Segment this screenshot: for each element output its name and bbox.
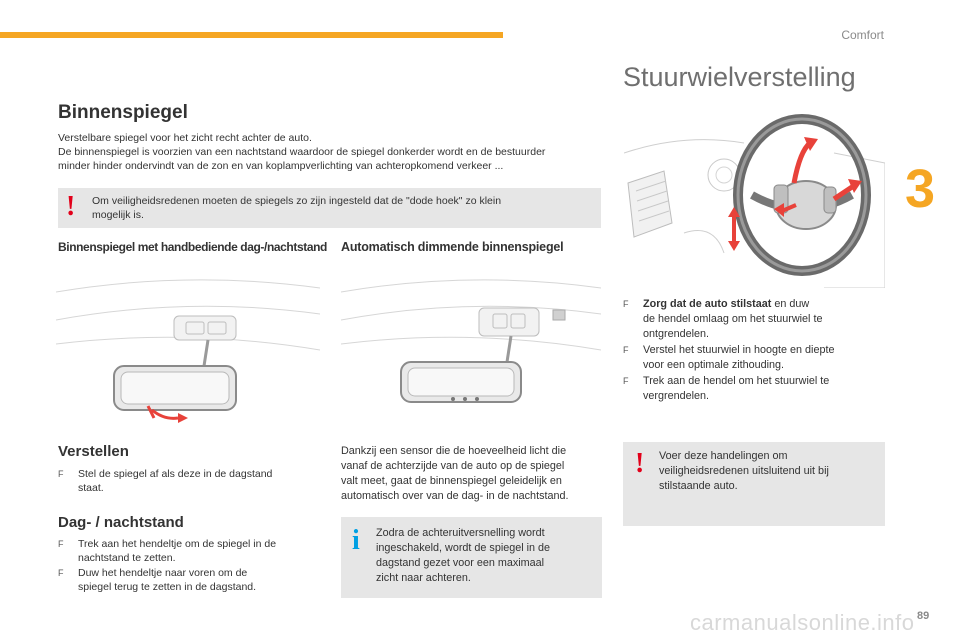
section-label: Comfort — [841, 28, 884, 42]
auto-mirror-title: Automatisch dimmende binnenspiegel — [341, 240, 564, 254]
bullet-icon: F — [623, 345, 629, 355]
sensor-line: Dankzij een sensor die de hoeveelheid licht die — [341, 445, 567, 457]
chapter-number: 3 — [905, 159, 936, 219]
info-icon: i — [352, 525, 360, 556]
bullet-icon: F — [58, 469, 64, 479]
list-item: F Zorg dat de auto stilstaat en duw de hendel omlaag om het stuurwiel te ontgrendelen. — [623, 298, 823, 340]
warning-line: mogelijk is. — [92, 209, 144, 221]
steering-steps — [623, 297, 893, 405]
adjust-title: Verstellen — [58, 443, 129, 460]
page-number: 89 — [917, 610, 930, 622]
info-line: zicht naar achteren. — [376, 572, 471, 584]
watermark: carmanualsonline.info — [690, 610, 915, 635]
steering-section-title: Stuurwielverstelling — [623, 62, 856, 92]
steering-warning-box — [623, 442, 885, 526]
intro-line: De binnenspiegel is voorzien van een nachtstand waardoor de spiegel donkerder wordt en de bestuurder — [58, 146, 546, 158]
info-line: Zodra de achteruitversnelling wordt — [376, 527, 545, 539]
intro-line: minder hinder ondervindt van de zon en van koplampverlichting van achteropkomend verkeer ... — [58, 160, 504, 172]
warning-icon: ! — [635, 448, 645, 479]
intro-line: Verstelbare spiegel voor het zicht recht achter de auto. — [58, 132, 312, 144]
bullet-icon: F — [58, 539, 64, 549]
warning-line: Voer deze handelingen om — [659, 450, 788, 462]
warning-line: Om veiligheidsredenen moeten de spiegels zo zijn ingesteld dat de "dode hoek" zo klein — [92, 195, 502, 207]
adjust-list — [58, 467, 328, 496]
list-item: F Trek aan de hendel om het stuurwiel te vergrendelen. — [623, 375, 830, 402]
list-item: F Stel de spiegel af als deze in de dagstand staat. — [58, 468, 273, 494]
sensor-line: vanaf de achterzijde van de auto op de spiegel — [341, 460, 565, 472]
info-line: dagstand gezet voor een maximaal — [376, 557, 545, 569]
info-line: ingeschakeld, wordt de spiegel in de — [376, 542, 551, 554]
list-item: F Duw het hendeltje naar voren om de spiegel terug te zetten in de dagstand. — [58, 567, 257, 593]
orange-header-bar — [0, 32, 503, 38]
sensor-line: automatisch over van de dag- in de nachtstand. — [341, 490, 569, 502]
bullet-icon: F — [58, 568, 64, 578]
daynight-title: Dag- / nachtstand — [58, 514, 184, 531]
warning-line: veiligheidsredenen uitsluitend uit bij — [659, 465, 829, 477]
steering-wheel-illustration — [624, 113, 885, 288]
warning-line: stilstaande auto. — [659, 480, 738, 492]
daynight-list — [58, 537, 338, 595]
warning-icon: ! — [66, 191, 76, 222]
bullet-icon: F — [623, 376, 629, 386]
bullet-icon: F — [623, 299, 629, 309]
sensor-line: valt meet, gaat de binnenspiegel geleidelijk en — [341, 475, 562, 487]
manual-mirror-illustration — [56, 258, 320, 433]
auto-mirror-illustration — [341, 258, 601, 433]
list-item: F Verstel het stuurwiel in hoogte en diepte voor een optimale zithouding. — [623, 344, 835, 371]
manual-mirror-title: Binnenspiegel met handbediende dag-/nachtstand — [58, 240, 327, 254]
mirror-section-title: Binnenspiegel — [58, 102, 188, 123]
reverse-info-box — [341, 517, 602, 598]
list-item: F Trek aan het hendeltje om de spiegel in de nachtstand te zetten. — [58, 538, 277, 564]
mirror-warning-box — [58, 188, 601, 228]
